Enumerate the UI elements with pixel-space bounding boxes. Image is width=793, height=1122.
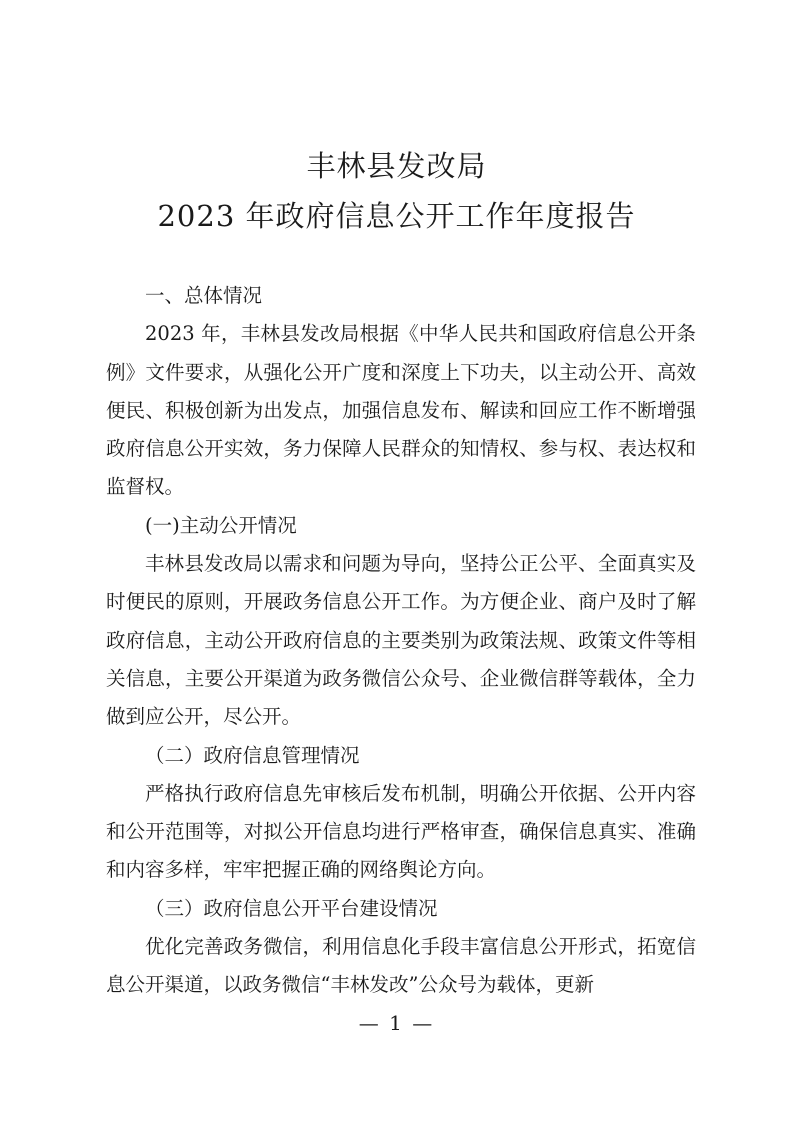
section-heading-info-management: （二）政府信息管理情况 — [145, 743, 360, 767]
section-heading-overview: 一、总体情况 — [145, 284, 263, 307]
document-title-line1: 丰林县发改局 — [306, 149, 487, 183]
document-title-line2: 2023 年政府信息公开工作年度报告 — [157, 199, 636, 233]
document-body — [106, 277, 696, 1005]
section-heading-active-disclosure: (一)主动公开情况 — [145, 513, 297, 537]
paragraph-info-management: 严格执行政府信息先审核后发布机制，明确公开依据、公开内容和公开范围等，对拟公开信息均进行严格审查，确保信息真实、准确和内容多样，牢牢把握正确的网络舆论方向。 — [106, 781, 696, 882]
page-number: — 1 — — [358, 1011, 435, 1035]
paragraph-overview: 2023 年，丰林县发改局根据《中华人民共和国政府信息公开条例》文件要求，从强化公开广度和深度上下功夫，以主动公开、高效便民、积极创新为出发点，加强信息发布、解读和回应工作不断增强政府信息公开实效，务力保障人民群众的知情权、参与权、表达权和监督权。 — [106, 322, 696, 499]
paragraph-active-disclosure: 丰林县发改局以需求和问题为导向，坚持公正公平、全面真实及时便民的原则，开展政务信息公开工作。为方便企业、商户及时了解政府信息，主动公开政府信息的主要类别为政策法规、政策文件等相关信息，主要公开渠道为政务微信公众号、企业微信群等载体，全力做到应公开，尽公开。 — [106, 552, 696, 729]
section-heading-platform-construction: （三）政府信息公开平台建设情况 — [145, 896, 438, 920]
paragraph-platform-construction: 优化完善政务微信，利用信息化手段丰富信息公开形式，拓宽信息公开渠道，以政务微信“丰林发改”公众号为载体，更新 — [106, 935, 696, 997]
